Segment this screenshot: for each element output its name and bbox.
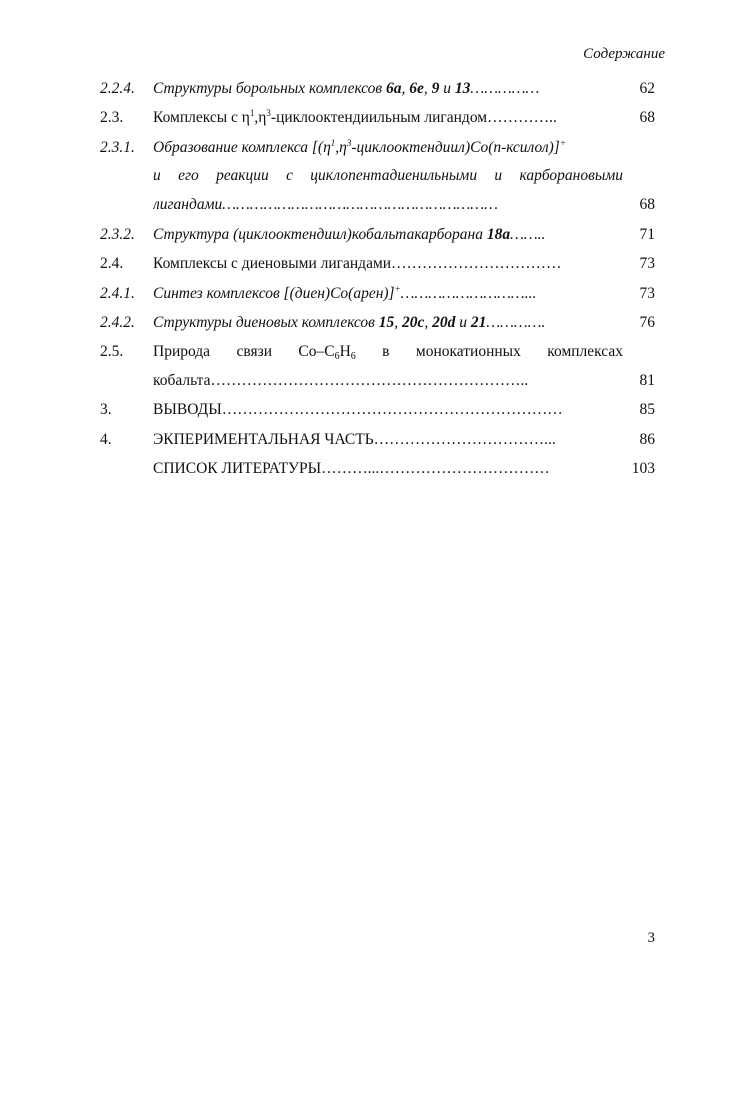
running-header: Содержание	[583, 46, 665, 62]
toc-row-2-3-1-cont	[0, 167, 733, 195]
toc-row-2-4	[0, 255, 733, 283]
toc-row-references	[0, 460, 733, 488]
section-title: ВЫВОДЫ…………………………………………………………	[153, 401, 563, 418]
page-number: 73	[639, 255, 655, 272]
toc-row-2-3-1-end	[0, 196, 733, 224]
section-title: Природа связи $Co-C_6H_6$ в монокатионных комплексах	[153, 343, 623, 362]
toc-row-2-3-1	[0, 139, 733, 167]
section-number: 2.4.1.	[100, 285, 135, 302]
section-title: СПИСОК ЛИТЕРАТУРЫ………...……………………………	[153, 460, 550, 477]
section-title: Образование комплекса $[(\eta^1,\eta^3-циклооктендиил)Co(п-ксилол)]^+$	[153, 139, 566, 156]
page-number: 73	[639, 285, 655, 302]
section-title-continuation: кобальта……………………………………………………..	[153, 372, 529, 389]
section-number: 2.4.	[100, 255, 124, 272]
section-title: ЭКПЕРИМЕНТАЛЬНАЯ ЧАСТЬ……………………………...	[153, 431, 556, 448]
section-number: 3.	[100, 401, 112, 418]
section-title-continuation: и его реакции с циклопентадиенильными и карборановыми	[153, 167, 623, 184]
page-number: 103	[631, 460, 655, 477]
section-number: 2.3.1.	[100, 139, 135, 156]
section-number: 2.2.4.	[100, 80, 135, 97]
toc-row-2-5-end	[0, 372, 733, 400]
section-title: Комплексы с $\eta^1,\eta^3$-циклооктендиильным лигандом…………..	[153, 109, 557, 126]
toc-row-2-4-1	[0, 285, 733, 313]
section-title: Синтез комплексов [(диен)Co(арен)]+………………………...	[153, 285, 537, 302]
toc-row-2-3-2	[0, 226, 733, 254]
page-number: 68	[639, 196, 655, 213]
section-number: 4.	[100, 431, 112, 448]
toc-row-2-2-4	[0, 80, 733, 108]
section-number: 2.4.2.	[100, 314, 135, 331]
section-title: Структура (циклооктендиил)кобальтакарборана 18a……..	[153, 226, 546, 243]
toc-row-2-5	[0, 343, 733, 371]
toc-row-2-4-2	[0, 314, 733, 342]
page-number: 86	[639, 431, 655, 448]
section-title: Структуры борольных комплексов 6a, 6e, 9 и 13……………	[153, 80, 540, 97]
toc-row-3	[0, 401, 733, 429]
page-footer-number: 3	[647, 930, 655, 946]
page-number: 76	[639, 314, 655, 331]
toc-row-2-3	[0, 109, 733, 137]
page-number: 71	[639, 226, 655, 243]
section-number: 2.3.2.	[100, 226, 135, 243]
page-number: 68	[639, 109, 655, 126]
section-title-continuation: лигандами……………………………………………………	[153, 196, 498, 213]
section-title: Структуры диеновых комплексов 15, 20c, 20d и 21………….	[153, 314, 546, 331]
toc-row-4	[0, 431, 733, 459]
section-title: Комплексы с диеновыми лигандами……………………………	[153, 255, 562, 272]
section-number: 2.5.	[100, 343, 124, 360]
page-number: 62	[639, 80, 655, 97]
page-number: 85	[639, 401, 655, 418]
section-number: 2.3.	[100, 109, 124, 126]
page-number: 81	[639, 372, 655, 389]
